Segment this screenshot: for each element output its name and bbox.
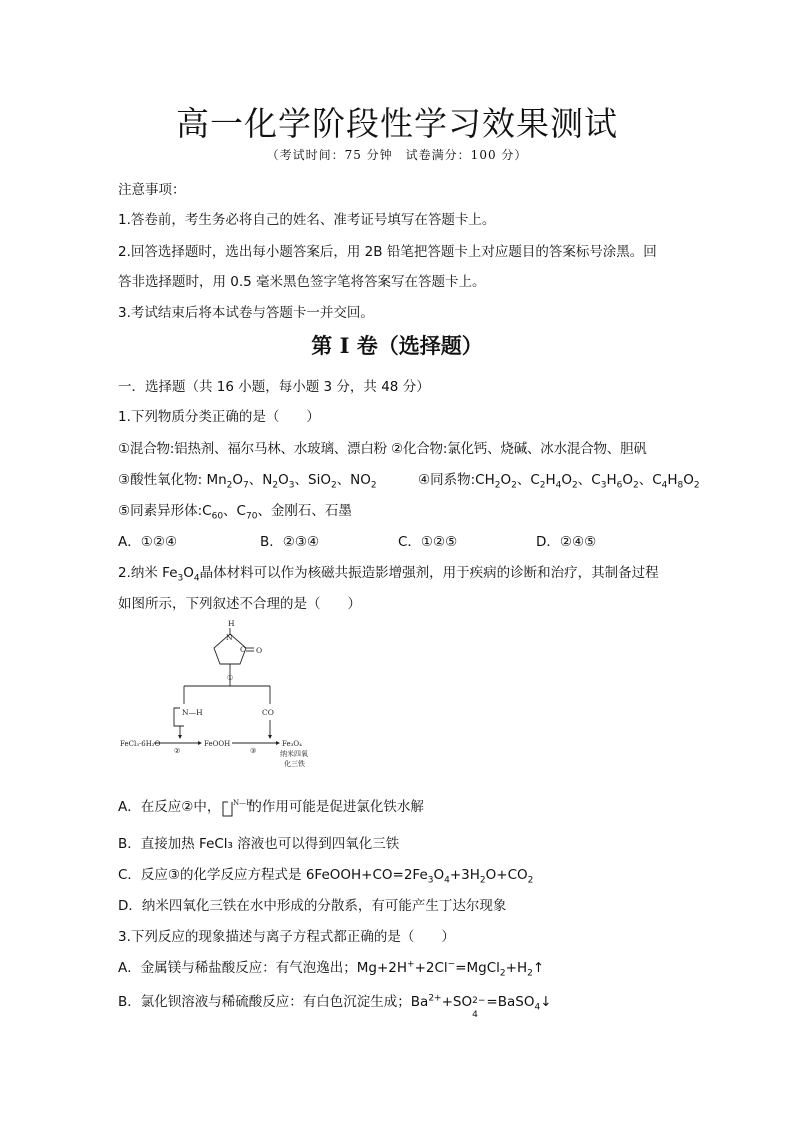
start-label: FeCl₃·6H₂O (120, 740, 161, 748)
q3-option-a-prefix: A．金属镁与稀盐酸反应：有气泡逸出； (118, 960, 357, 976)
q1-item4-prefix: ④同系物: (418, 472, 476, 488)
q1-line1: ①混合物:铝热剂、福尔马林、水玻璃、漂白粉 ②化合物:氯化钙、烧碱、冰水混合物、胆矾 (118, 441, 647, 457)
q3-stem: 3.下列反应的现象描述与离子方程式都正确的是（ ） (118, 929, 455, 945)
q1-option-d[interactable]: D．②④⑤ (536, 534, 597, 550)
q2-option-c[interactable]: C．反应③的化学反应方程式是 $6FeOOH+CO=2Fe_3O_4+3H_2O+CO_2$ (118, 867, 534, 886)
q1-item5-prefix: ⑤同素异形体: (118, 503, 203, 519)
exam-subtitle: （考试时间：75 分钟 试卷满分：100 分） (266, 148, 528, 162)
q2-option-a-prefix: A．在反应②中， (118, 799, 221, 815)
q1-option-b[interactable]: B．②③④ (260, 534, 320, 550)
mid-label: FeOOH (204, 740, 231, 748)
q2-option-c-prefix: C．反应③的化学反应方程式是 (118, 867, 306, 883)
q2-stem-a: 2.纳米 (118, 565, 163, 581)
q3-option-b-prefix: B．氯化钡溶液与稀硫酸反应：有白色沉淀生成； (118, 994, 411, 1010)
notice-item: 2.回答选择题时，选出每小题答案后，用 2B 铅笔把答题卡上对应题目的答案标号涂黑。回 (118, 244, 657, 260)
q2-option-d[interactable]: D．纳米四氧化三铁在水中形成的分散系，有可能产生丁达尔现象 (118, 898, 507, 914)
q1-item4: ④同系物$:CH_2O_2$、$C_2H_4O_2$、$C_3H_6O_2$、$C_4H_8O_2$ (418, 472, 700, 491)
q2-stem-line2: 如图所示，下列叙述不合理的是（ ） (118, 596, 361, 612)
q1-stem: 1.下列物质分类正确的是（ ） (118, 409, 320, 425)
notice-heading: 注意事项： (118, 182, 186, 198)
nh-label: N—H (182, 708, 203, 717)
notice-item: 答非选择题时，用 0.5 毫米黑色签字笔将答案写在答题卡上。 (118, 274, 486, 290)
end-caption-2: 化三铁 (284, 760, 305, 768)
page-title: 高一化学阶段性学习效果测试 (176, 104, 618, 143)
ring-label-h: H (228, 619, 235, 628)
q1-item5: ⑤同素异形体$:C_{60}$、$C_{70}$、金刚石、石墨 (118, 503, 352, 522)
azetidine-icon (220, 796, 253, 818)
q2-option-a-suffix: 的作用可能是促进氯化铁水解 (248, 799, 424, 815)
co-label: CO (262, 708, 274, 717)
q1-option-c[interactable]: C．①②⑤ (398, 534, 458, 550)
ring-label-o: O (256, 646, 263, 655)
q2-option-b[interactable]: B．直接加热 FeCl₃ 溶液也可以得到四氧化三铁 (118, 836, 400, 852)
step-3-label: ③ (250, 747, 257, 755)
q2-stem-b: 晶体材料可以作为核磁共振造影增强剂，用于疾病的诊断和治疗，其制备过程 (199, 565, 659, 581)
ring-label-n: N (226, 633, 233, 642)
step-2-label: ② (174, 747, 181, 755)
ring-label-c: C (240, 645, 246, 654)
part-heading: 一．选择题（共 16 小题，每小题 3 分，共 48 分） (118, 379, 430, 395)
step-1-label: ① (227, 674, 234, 682)
q2-stem-line1: 2.纳米 $Fe_3O_4$晶体材料可以作为核磁共振造影增强剂，用于疾病的诊断和治疗，其制备过程 (118, 565, 659, 584)
q1-item3-prefix: ③酸性氧化物: (118, 472, 207, 488)
q3-option-a[interactable]: A．金属镁与稀盐酸反应：有气泡逸出；$Mg+2H^++2Cl^-=MgCl_2+H_2↑$ (118, 959, 545, 979)
q1-option-a[interactable]: A．①②④ (118, 534, 178, 550)
end-label: Fe₃O₄ (282, 740, 302, 748)
q3-option-b[interactable]: B．氯化钡溶液与稀硫酸反应：有白色沉淀生成；$Ba^{2+}+SO$ 2− 4 =BaSO$_4$↓ (118, 993, 552, 1020)
notice-item: 3.考试结束后将本试卷与答题卡一并交回。 (118, 305, 374, 321)
svg-text:N—H: N—H (233, 799, 253, 807)
q2-option-a[interactable] (118, 795, 424, 818)
q1-item3: ③酸性氧化物: $Mn_2O_7$、$N_2O_3$、SiO$_2$、$NO_2$ (118, 472, 377, 491)
section-title: 第 I 卷（选择题） (311, 333, 483, 358)
notice-item: 1.答卷前，考生务必将自己的姓名、准考证号填写在答题卡上。 (118, 212, 496, 228)
reaction-diagram (118, 618, 318, 778)
q1-item5-suffix: 、金刚石、石墨 (257, 503, 352, 519)
end-caption-1: 纳米四氧 (280, 750, 308, 758)
